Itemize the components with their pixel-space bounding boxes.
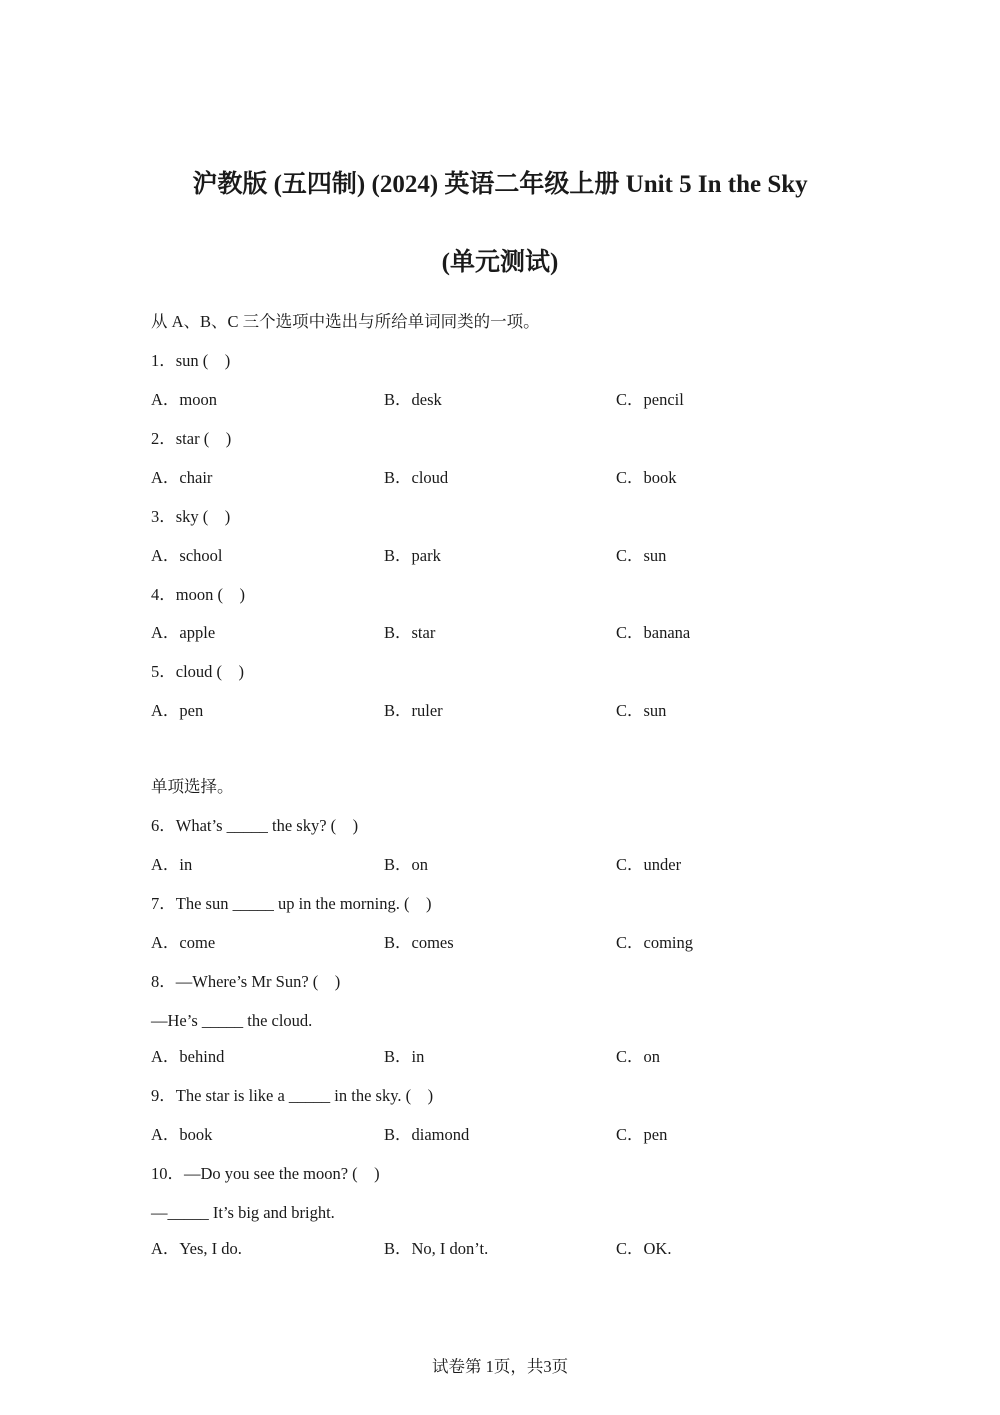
question-10-options [0,1239,1000,1259]
question-10-option-a[interactable]: A．Yes, I do. [151,1239,242,1258]
question-8-dialogue: —He’s _____ the cloud. [151,1011,313,1030]
question-3-options [0,546,1000,566]
question-4-options [0,623,1000,643]
question-9-option-a[interactable]: A．book [151,1125,213,1144]
question-6-option-b[interactable]: B．on [384,855,429,874]
document-title: 沪教版 (五四制) (2024) 英语二年级上册 Unit 5 In the Sky [192,171,808,198]
document-subtitle: (单元测试) [441,249,559,276]
question-10-option-b[interactable]: B．No, I don’t. [384,1239,489,1258]
question-7-option-a[interactable]: A．come [151,933,216,952]
question-6: 6．What’s _____ the sky? ( ) [151,816,359,835]
question-8-option-c[interactable]: C．on [616,1047,661,1066]
question-2: 2．star ( ) [151,429,232,448]
section2-instruction: 单项选择。 [151,777,234,796]
question-4-option-c[interactable]: C．banana [616,623,691,642]
question-3-option-a[interactable]: A．school [151,546,223,565]
question-2-option-a[interactable]: A．chair [151,468,213,487]
question-1-options [0,390,1000,410]
question-4-option-a[interactable]: A．apple [151,623,216,642]
question-3: 3．sky ( ) [151,507,231,526]
question-1-option-a[interactable]: A．moon [151,390,217,409]
question-7-options [0,933,1000,953]
question-8-option-b[interactable]: B．in [384,1047,425,1066]
question-9-option-c[interactable]: C．pen [616,1125,668,1144]
question-5: 5．cloud ( ) [151,662,245,681]
question-2-option-c[interactable]: C．book [616,468,677,487]
question-7-option-c[interactable]: C．coming [616,933,693,952]
question-6-option-a[interactable]: A．in [151,855,193,874]
question-9: 9．The star is like a _____ in the sky. ( ) [151,1086,434,1105]
question-8-options [0,1047,1000,1067]
question-4: 4．moon ( ) [151,585,245,604]
question-2-options [0,468,1000,488]
question-5-options [0,701,1000,721]
question-1: 1．sun ( ) [151,351,231,370]
question-7-option-b[interactable]: B．comes [384,933,454,952]
question-5-option-b[interactable]: B．ruler [384,701,443,720]
question-10: 10．—Do you see the moon? ( ) [151,1164,380,1183]
question-1-option-b[interactable]: B．desk [384,390,442,409]
question-7: 7．The sun _____ up in the morning. ( ) [151,894,432,913]
question-9-options [0,1125,1000,1145]
question-8-option-a[interactable]: A．behind [151,1047,225,1066]
question-1-option-c[interactable]: C．pencil [616,390,684,409]
section1-instruction: 从 A、B、C 三个选项中选出与所给单词同类的一项。 [151,312,540,331]
question-10-option-c[interactable]: C．OK. [616,1239,672,1258]
question-10-dialogue: —_____ It’s big and bright. [151,1203,335,1222]
question-2-option-b[interactable]: B．cloud [384,468,449,487]
question-6-options [0,855,1000,875]
question-9-option-b[interactable]: B．diamond [384,1125,470,1144]
question-3-option-c[interactable]: C．sun [616,546,667,565]
question-6-option-c[interactable]: C．under [616,855,682,874]
question-5-option-c[interactable]: C．sun [616,701,667,720]
question-3-option-b[interactable]: B．park [384,546,441,565]
page-footer: 试卷第 1页，共3页 [431,1357,569,1376]
question-4-option-b[interactable]: B．star [384,623,436,642]
question-8: 8．—Where’s Mr Sun? ( ) [151,972,341,991]
question-5-option-a[interactable]: A．pen [151,701,204,720]
